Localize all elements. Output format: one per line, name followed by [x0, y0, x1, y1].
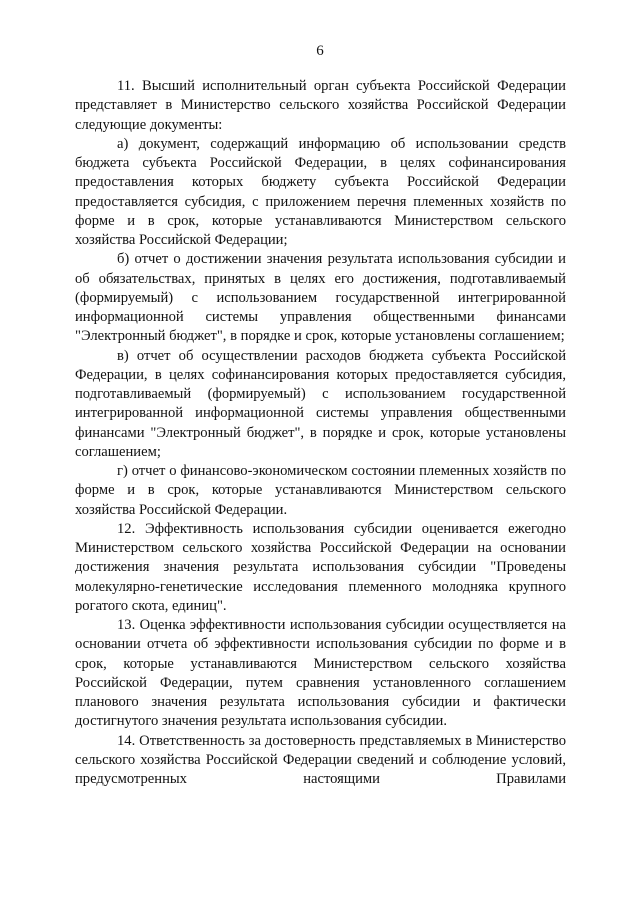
paragraph-11-v: в) отчет об осуществлении расходов бюджета субъекта Российской Федерации, в целях софинансирования которых предоставляется субсидия, подготавливаемый (формируемый) с использованием государственной интегрированной информационной системы управления общественными финансами "Электронный бюджет", в порядке и срок, которые установлены соглашением;	[75, 347, 566, 460]
paragraph-14: 14. Ответственность за достоверность представляемых в Министерство сельского хозяйства Российской Федерации сведений и соблюдение условий, предусмотренных настоящими Правилами	[75, 732, 566, 787]
paragraph-11: 11. Высший исполнительный орган субъекта Российской Федерации представляет в Министерство сельского хозяйства Российской Федерации следующие документы:	[75, 78, 566, 133]
paragraph-11-b: б) отчет о достижении значения результата использования субсидии и об обязательствах, принятых в целях его достижения, подготавливаемый (формируемый) с использованием государственной интегрированной информационной системы управления общественными финансами "Электронный бюджет", в порядке и срок, которые установлены соглашением;	[75, 251, 566, 345]
paragraph-13: 13. Оценка эффективности использования субсидии осуществляется на основании отчета об эффективности использования субсидии по форме и в срок, которые устанавливаются Министерством сельского хозяйства Российской Федерации, путем сравнения установленного соглашением планового значения результата использования субсидии и фактически достигнутого значения результата использования субсидии.	[75, 617, 566, 730]
paragraph-11-a: а) документ, содержащий информацию об использовании средств бюджета субъекта Российской Федерации, в целях софинансирования предоставления которых бюджету субъекта Российской Федерации предоставляется субсидия, с приложением перечня племенных хозяйств по форме и в срок, которые устанавливаются Министерством сельского хозяйства Российской Федерации;	[75, 135, 566, 248]
paragraph-12: 12. Эффективность использования субсидии оценивается ежегодно Министерством сельского хозяйства Российской Федерации на основании достижения значения результата использования субсидии "Проведены молекулярно-генетические исследования племенного молодняка крупного рогатого скота, единиц".	[75, 520, 566, 614]
paragraph-11-g: г) отчет о финансово-экономическом состоянии племенных хозяйств по форме и в срок, которые устанавливаются Министерством сельского хозяйства Российской Федерации.	[75, 463, 566, 518]
document-body	[75, 77, 566, 789]
page-number: 6	[316, 43, 324, 59]
